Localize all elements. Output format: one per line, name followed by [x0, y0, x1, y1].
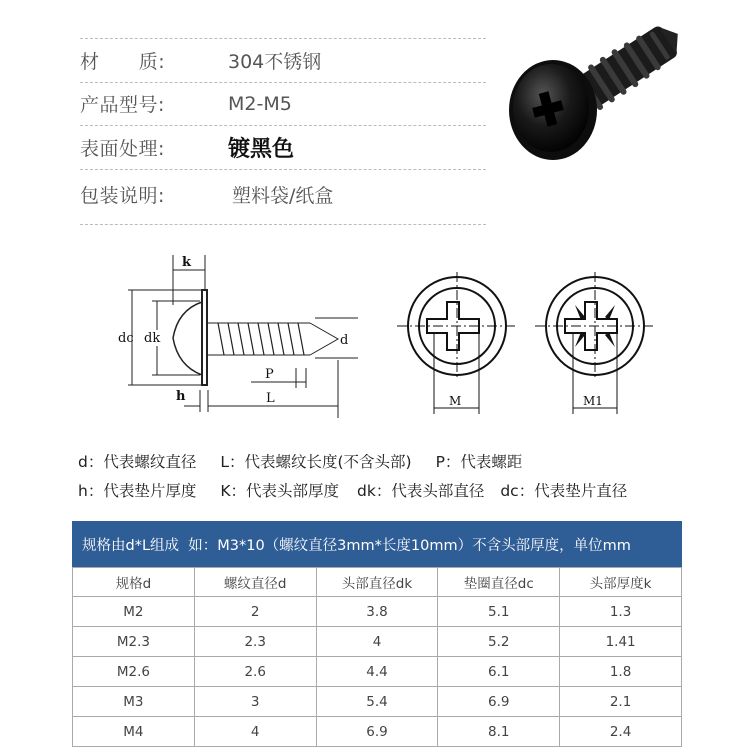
svg-text:dk: dk	[144, 331, 161, 346]
table-cell: 2.6	[194, 657, 316, 687]
table-cell: M2	[73, 597, 195, 627]
table-cell: 1.41	[560, 627, 682, 657]
table-cell: 1.3	[560, 597, 682, 627]
spec-value: 304不锈钢	[228, 50, 322, 73]
table-row	[73, 717, 682, 747]
column-header: 螺纹直径d	[194, 568, 316, 597]
table-cell: 2	[194, 597, 316, 627]
svg-text:d: d	[340, 333, 349, 348]
size-table-grid	[72, 567, 682, 747]
svg-text:dc: dc	[118, 331, 134, 346]
spec-row-material	[80, 38, 485, 82]
table-cell: M4	[73, 717, 195, 747]
dimension-legend	[78, 446, 698, 504]
table-row	[73, 627, 682, 657]
svg-text:M1: M1	[583, 394, 603, 408]
table-cell: 1.8	[560, 657, 682, 687]
column-header: 头部厚度k	[560, 568, 682, 597]
table-cell: 2.1	[560, 687, 682, 717]
table-cell: 6.9	[316, 717, 438, 747]
svg-text:h: h	[176, 389, 186, 404]
table-row	[73, 597, 682, 627]
column-header: 头部直径dk	[316, 568, 438, 597]
legend-item-dk: dk：代表头部直径	[357, 481, 485, 500]
table-cell: 4	[316, 627, 438, 657]
spec-label: 包装说明:	[80, 184, 165, 207]
legend-item-P: P：代表螺距	[435, 452, 523, 471]
legend-item-K: K：代表头部厚度	[220, 481, 339, 500]
table-cell: 4	[194, 717, 316, 747]
spec-row-finish	[80, 125, 485, 169]
svg-text:k: k	[182, 255, 192, 270]
table-cell: M2.6	[73, 657, 195, 687]
table-cell: 5.1	[438, 597, 560, 627]
table-cell: 5.4	[316, 687, 438, 717]
column-header: 垫圈直径dc	[438, 568, 560, 597]
table-cell: M3	[73, 687, 195, 717]
legend-item-dc: dc：代表垫片直径	[500, 481, 628, 500]
product-photo	[495, 0, 695, 170]
table-row	[73, 687, 682, 717]
table-cell: 8.1	[438, 717, 560, 747]
column-header: 规格d	[73, 568, 195, 597]
table-cell: 4.4	[316, 657, 438, 687]
screw-head-front-diagrams	[385, 262, 665, 422]
divider	[80, 224, 486, 225]
table-row	[73, 657, 682, 687]
legend-item-h: h：代表垫片厚度	[78, 481, 197, 500]
legend-item-L: L：代表螺纹长度(不含头部)	[220, 452, 412, 471]
svg-text:L: L	[266, 391, 275, 406]
spec-row-packaging	[80, 169, 485, 219]
table-cell: M2.3	[73, 627, 195, 657]
legend-row	[78, 446, 698, 475]
screw-side-diagram	[110, 250, 370, 420]
pozi-head-view	[535, 272, 655, 414]
phillips-head-view	[397, 272, 517, 414]
spec-value: M2-M5	[228, 92, 292, 115]
spec-value: 塑料袋/纸盒	[232, 184, 334, 207]
svg-text:P: P	[265, 367, 274, 382]
table-caption: 规格由d*L组成 如：M3*10（螺纹直径3mm*长度10mm）不含头部厚度，单位mm	[72, 521, 682, 567]
table-cell: 3.8	[316, 597, 438, 627]
table-cell: 5.2	[438, 627, 560, 657]
table-cell: 6.9	[438, 687, 560, 717]
size-table	[72, 521, 682, 747]
spec-label: 材 质:	[80, 50, 166, 73]
spec-list	[80, 38, 485, 219]
svg-text:M: M	[449, 394, 462, 408]
table-header-row	[73, 568, 682, 597]
table-cell: 2.4	[560, 717, 682, 747]
spec-label: 表面处理:	[80, 137, 165, 160]
table-cell: 6.1	[438, 657, 560, 687]
table-cell: 3	[194, 687, 316, 717]
spec-row-model	[80, 82, 485, 125]
legend-item-d: d：代表螺纹直径	[78, 452, 197, 471]
spec-value: 镀黑色	[228, 136, 295, 162]
spec-label: 产品型号:	[80, 94, 165, 116]
table-cell: 2.3	[194, 627, 316, 657]
legend-row	[78, 475, 698, 504]
